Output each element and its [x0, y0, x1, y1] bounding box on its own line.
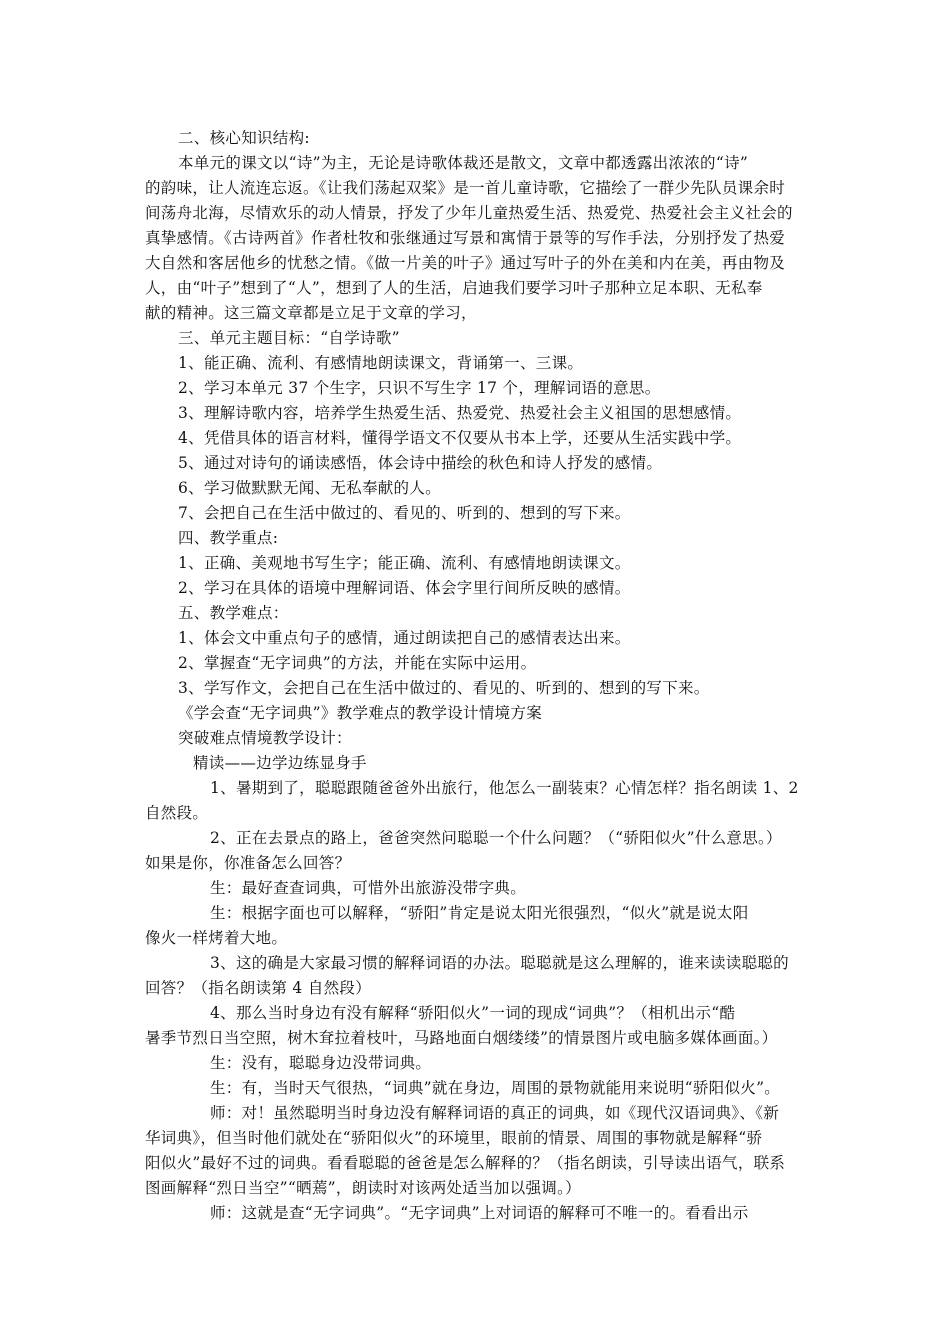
- paragraph-line: 本单元的课文以“诗”为主，无论是诗歌体裁还是散文，文章中都透露出浓浓的“诗”: [178, 154, 749, 172]
- paragraph-line: 生：最好查查词典，可惜外出旅游没带字典。: [210, 879, 527, 897]
- paragraph-line: 2、正在去景点的路上，爸爸突然问聪聪一个什么问题？（“骄阳似火”什么意思。）: [210, 829, 782, 847]
- section-subtitle: 精读——边学边练显身手: [193, 754, 367, 772]
- paragraph-line: 献的精神。这三篇文章都是立足于文章的学习，: [145, 304, 477, 322]
- paragraph-line: 华词典》，但当时他们就处在“骄阳似火”的环境里，眼前的情景、周围的事物就是解释“骄: [145, 1129, 763, 1147]
- list-item: 7、会把自己在生活中做过的、看见的、听到的、想到的写下来。: [178, 504, 631, 522]
- list-item: 5、通过对诗句的诵读感悟，体会诗中描绘的秋色和诗人抒发的感情。: [178, 454, 663, 472]
- list-item: 1、正确、美观地书写生字；能正确、流利、有感情地朗读课文。: [178, 554, 631, 572]
- heading-teaching-focus: 四、教学重点:: [178, 529, 279, 547]
- paragraph-line: 间荡舟北海，尽情欢乐的动人情景，抒发了少年儿童热爱生活、热爱党、热爱社会主义社会的: [145, 204, 793, 222]
- list-item: 1、体会文中重点句子的感情，通过朗读把自己的感情表达出来。: [178, 629, 631, 647]
- list-item: 2、学习本单元 37 个生字，只识不写生字 17 个，理解词语的意思。: [178, 379, 661, 397]
- list-item: 3、理解诗歌内容，培养学生热爱生活、热爱党、热爱社会主义祖国的思想感情。: [178, 404, 742, 422]
- paragraph-line: 像火一样烤着大地。: [145, 929, 288, 947]
- paragraph-line: 4、那么当时身边有没有解释“骄阳似火”一词的现成“词典”？（相机出示“酷: [210, 1004, 736, 1022]
- paragraph-line: 暑季节烈日当空照，树木耷拉着枝叶，马路地面白烟缕缕”的情景图片或电脑多媒体画面。）: [145, 1029, 778, 1047]
- heading-core-knowledge: 二、核心知识结构:: [178, 129, 310, 147]
- list-item: 1、能正确、流利、有感情地朗读课文，背诵第一、三课。: [178, 354, 584, 372]
- paragraph-line: 1、暑期到了，聪聪跟随爸爸外出旅行，他怎么一副装束？心情怎样？指名朗读 1、2: [210, 779, 799, 797]
- paragraph-line: 大自然和客居他乡的忧愁之情。《做一片美的叶子》通过写叶子的外在美和内在美，再由物及: [145, 254, 786, 272]
- paragraph-line: 的韵味，让人流连忘返。《让我们荡起双桨》是一首儿童诗歌，它描绘了一群少先队员课余时: [145, 179, 786, 197]
- section-subtitle: 突破难点情境教学设计：: [178, 729, 352, 747]
- paragraph-line: 师：这就是查“无字词典”。“无字词典”上对词语的解释可不唯一的。看看出示: [210, 1204, 749, 1222]
- list-item: 6、学习做默默无闻、无私奉献的人。: [178, 479, 441, 497]
- paragraph-line: 生：根据字面也可以解释，“骄阳”肯定是说太阳光很强烈，“似火”就是说太阳: [210, 904, 749, 922]
- paragraph-line: 图画解释“烈日当空”“晒蔫”，朗读时对该两处适当加以强调。）: [145, 1179, 581, 1197]
- list-item: 2、学习在具体的语境中理解词语、体会字里行间所反映的感情。: [178, 579, 631, 597]
- paragraph-line: 如果是你，你准备怎么回答？: [145, 854, 351, 872]
- paragraph-line: 师：对！虽然聪明当时身边没有解释词语的真正的词典，如《现代汉语词典》、《新: [210, 1104, 780, 1122]
- list-item: 2、掌握查“无字词典”的方法，并能在实际中运用。: [178, 654, 537, 672]
- paragraph-line: 3、这的确是大家最习惯的解释词语的办法。聪聪就是这么理解的，谁来读读聪聪的: [210, 954, 789, 972]
- paragraph-line: 真挚感情。《古诗两首》作者杜牧和张继通过写景和寓情于景等的写作手法，分别抒发了热爱: [145, 229, 786, 247]
- paragraph-line: 人，由“叶子”想到了“人”，想到了人的生活，启迪我们要学习叶子那种立足本职、无私奉: [145, 279, 763, 297]
- list-item: 3、学写作文，会把自己在生活中做过的、看见的、听到的、想到的写下来。: [178, 679, 710, 697]
- paragraph-line: 生：有，当时天气很热，“词典”就在身边，周围的景物就能用来说明“骄阳似火”。: [210, 1079, 781, 1097]
- section-title: 《学会查“无字词典”》教学难点的教学设计情境方案: [178, 704, 543, 722]
- heading-teaching-difficulty: 五、教学难点：: [178, 604, 289, 622]
- paragraph-line: 回答？（指名朗读第 4 自然段）: [145, 979, 372, 997]
- paragraph-line: 阳似火”最好不过的词典。看看聪聪的爸爸是怎么解释的？（指名朗读，引导读出语气，联系: [145, 1154, 786, 1172]
- paragraph-line: 生：没有，聪聪身边没带词典。: [210, 1054, 432, 1072]
- list-item: 4、凭借具体的语言材料，懂得学语文不仅要从书本上学，还要从生活实践中学。: [178, 429, 742, 447]
- heading-unit-goal: 三、单元主题目标：“自学诗歌”: [178, 329, 400, 347]
- paragraph-line: 自然段。: [145, 804, 209, 822]
